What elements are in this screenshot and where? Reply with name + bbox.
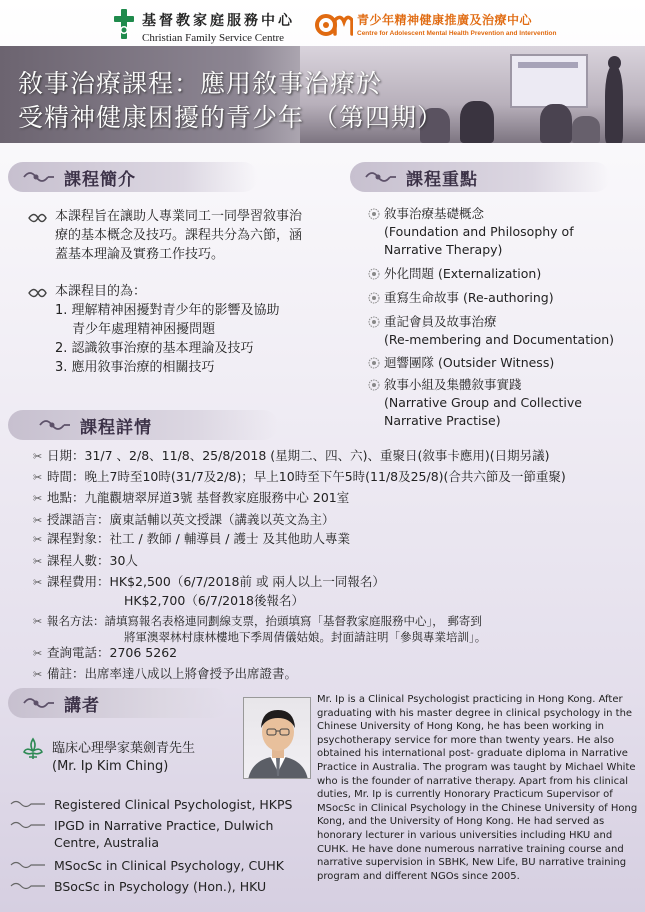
camhpi-logo-text	[357, 11, 557, 37]
scroll-ornament-icon	[38, 416, 72, 434]
speaker-name-en: (Mr. Ip Kim Ching)	[52, 759, 169, 774]
swirl-divider-icon	[10, 881, 46, 891]
title-banner	[0, 46, 645, 143]
flower-bullet-icon	[368, 292, 380, 304]
focus-heading-text: 課程重點	[406, 169, 478, 190]
flower-bullet-icon	[368, 316, 380, 328]
scissors-icon: ✂	[33, 492, 43, 505]
scissors-icon: ✂	[33, 615, 43, 628]
detail-fee: ✂ 課程費用：HK$2,500（6/7/2018前 或 兩人以上一同報名）	[33, 574, 385, 589]
intro-heading	[8, 162, 258, 192]
knot-bullet-icon	[26, 286, 48, 300]
cfsc-logo-text	[142, 10, 295, 44]
speaker-name-zh: 臨床心理學家葉劍青先生	[52, 741, 196, 756]
course-aims: 本課程目的為： 1. 理解精神困擾對青少年的影響及協助 青少年處理精神困擾問題 2. 認識敘事治療的基本理論及技巧 3. 應用敘事治療的相關技巧	[55, 284, 280, 375]
projector-screen-image	[510, 54, 588, 108]
cfsc-cross-logo-icon	[112, 8, 136, 40]
detail-remark: ✂ 備註：出席率達八成以上將會授予出席證書。	[33, 666, 298, 681]
scissors-icon: ✂	[33, 576, 43, 589]
speaker-biography: Mr. Ip is a Clinical Psychologist practicing in Hong Kong. After graduating with his master degree in clinical psychology in the Chinese University of Hong Kong, he has been working in psychotherapy service for more than twenty years. He also obtained his international post- graduate diploma in Narrative Practice in Australia. The program was taught by Michael White who is the founder of narrative therapy. Apart from his clinical duties, Mr. Ip is currently Honorary Practicum Supervisor of MSocSc in Clinical Psychology in the Chinese University of Hong Kong, and the University of Hong Kong. He had served as honorary lecturer in various universities including HKU and CUHK. He have done numerous narrative training course and narrative supervision in SBHK, New Life, BU narrative training program and different NGOs since 2005.	[317, 694, 638, 882]
scroll-ornament-icon	[22, 168, 56, 186]
detail-registration: ✂ 報名方法：請填寫報名表格連同劃線支票，抬頭填寫「基督教家庭服務中心」， 郵寄到	[33, 614, 482, 628]
aims-title: 本課程目的為：	[55, 284, 147, 299]
detail-date: ✂ 日期：31/7 、2/8、11/8、25/8/2018 (星期二、四、六)、重聚日(敘事卡應用)(日期另議)	[33, 448, 550, 463]
fleur-de-lis-icon	[22, 737, 44, 761]
flower-bullet-icon	[368, 379, 380, 391]
detail-time: ✂ 時間：晚上7時至10時(31/7及2/8)；早上10時至下午5時(11/8及25/8)(合共六節及一節重聚)	[33, 469, 566, 484]
swirl-divider-icon	[10, 820, 46, 830]
partner-name-zh: 青少年精神健康推廣及治療中心	[357, 13, 533, 27]
knot-bullet-icon	[26, 211, 48, 225]
scissors-icon: ✂	[33, 647, 43, 660]
speaker-heading	[8, 688, 228, 718]
scissors-icon: ✂	[33, 533, 43, 546]
scroll-ornament-icon	[364, 168, 398, 186]
swirl-divider-icon	[10, 799, 46, 809]
org-name-en: Christian Family Service Centre	[142, 32, 285, 44]
focus-heading	[350, 162, 610, 192]
org-name-zh: 基督教家庭服務中心	[142, 13, 295, 29]
scissors-icon: ✂	[33, 668, 43, 681]
flower-bullet-icon	[368, 268, 380, 280]
scissors-icon: ✂	[33, 514, 43, 527]
speaker-name	[52, 740, 195, 776]
detail-venue: ✂ 地點：九龍觀塘翠屏道3號 基督教家庭服務中心 201室	[33, 490, 350, 505]
flower-bullet-icon	[368, 208, 380, 220]
detail-capacity: ✂ 課程人數：30人	[33, 553, 138, 568]
partner-name-en: Centre for Adolescent Mental Health Prevention and Intervention	[357, 30, 557, 37]
details-heading	[8, 410, 278, 440]
course-title-line2: 受精神健康困擾的青少年 （第四期）	[18, 103, 443, 132]
swirl-divider-icon	[10, 860, 46, 870]
details-heading-text: 課程詳情	[80, 417, 152, 438]
course-title-line1: 敘事治療課程：應用敘事治療於	[18, 69, 383, 98]
intro-heading-text: 課程簡介	[64, 169, 136, 190]
detail-fee-late: HK$2,700（6/7/2018後報名）	[124, 593, 304, 608]
scissors-icon: ✂	[33, 471, 43, 484]
speaker-heading-text: 講者	[64, 695, 100, 716]
flower-bullet-icon	[368, 357, 380, 369]
intro-paragraph: 本課程旨在讓助人專業同工一同學習敘事治 療的基本概念及技巧。課程共分為六節，涵 蓋基本理論及實務工作技巧。	[55, 209, 303, 262]
speaker-portrait	[243, 697, 311, 779]
scissors-icon: ✂	[33, 450, 43, 463]
camhpi-logo-icon	[315, 8, 353, 40]
detail-language: ✂ 授課語言：廣東話輔以英文授課（講義以英文為主）	[33, 512, 335, 527]
scissors-icon: ✂	[33, 555, 43, 568]
detail-target: ✂ 課程對象：社工 / 教師 / 輔導員 / 護士 及其他助人專業	[33, 531, 350, 546]
detail-enquiry: ✂ 查詢電話：2706 5262	[33, 645, 178, 660]
scroll-ornament-icon	[22, 694, 56, 712]
detail-registration-cont: 將軍澳翠林村康林樓地下季周倩儀姑娘。封面請註明「參與專業培訓」。	[124, 630, 487, 644]
